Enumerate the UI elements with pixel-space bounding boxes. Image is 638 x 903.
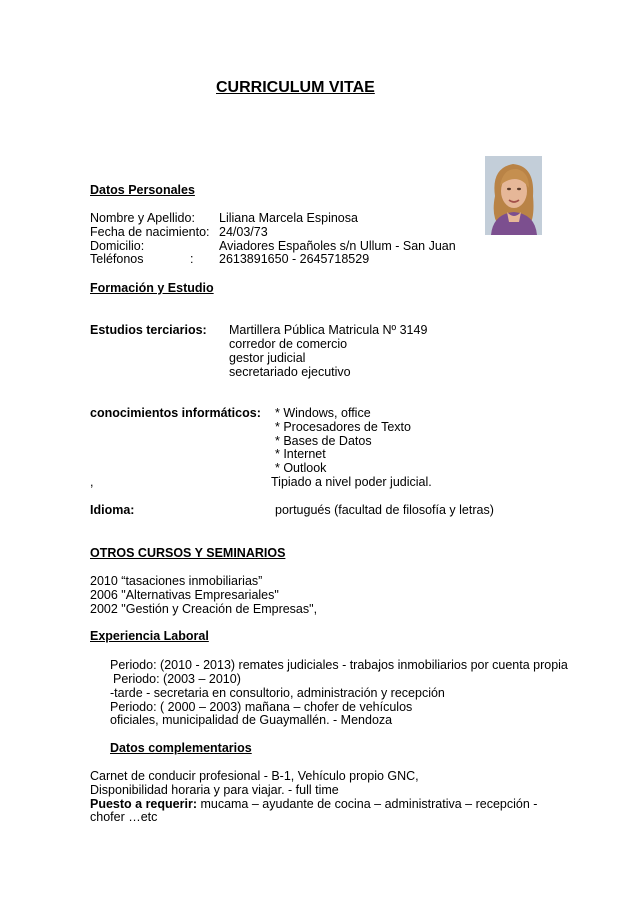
portrait-image xyxy=(485,156,542,235)
estudios-label: Estudios terciarios: xyxy=(90,323,207,337)
field-value-telefonos: 2613891650 - 2645718529 xyxy=(219,252,370,266)
field-label-telefonos: Teléfonos xyxy=(90,252,144,266)
curso-item: 2010 “tasaciones inmobiliarias” xyxy=(90,574,263,588)
section-heading-datos-personales: Datos Personales xyxy=(90,183,195,197)
section-heading-complementarios: Datos complementarios xyxy=(110,741,252,755)
estudio-item: Martillera Pública Matricula Nº 3149 xyxy=(229,323,428,337)
puesto-label: Puesto a requerir: xyxy=(90,797,197,811)
informatica-item: * Windows, office xyxy=(275,406,371,420)
section-heading-cursos: OTROS CURSOS Y SEMINARIOS xyxy=(90,546,286,560)
field-value-fecha: 24/03/73 xyxy=(219,225,268,239)
informatica-item: * Procesadores de Texto xyxy=(275,420,411,434)
complementario-line: Disponibilidad horaria y para viajar. - full time xyxy=(90,783,339,797)
informatica-label: conocimientos informáticos: xyxy=(90,406,261,420)
complementario-line: chofer …etc xyxy=(90,810,158,824)
complementario-line: Carnet de conducir profesional - B-1, Vehículo propio GNC, xyxy=(90,769,419,783)
profile-photo xyxy=(485,156,542,235)
puesto-value: mucama – ayudante de cocina – administrativa – recepción - xyxy=(196,797,538,811)
experiencia-line: Periodo: (2010 - 2013) remates judiciales - trabajos inmobiliarios por cuenta propia xyxy=(110,658,568,672)
experiencia-line: -tarde - secretaria en consultorio, administración y recepción xyxy=(110,686,445,700)
field-label-domicilio: Domicilio: xyxy=(90,239,145,253)
field-label-fecha: Fecha de nacimiento: xyxy=(90,225,210,239)
informatica-item: * Bases de Datos xyxy=(275,434,372,448)
curso-item: 2002 "Gestión y Creación de Empresas", xyxy=(90,602,318,616)
experiencia-line: Periodo: ( 2000 – 2003) mañana – chofer de vehículos xyxy=(110,700,413,714)
field-colon-telefonos: : xyxy=(190,252,194,266)
informatica-item: * Outlook xyxy=(275,461,327,475)
estudio-item: secretariado ejecutivo xyxy=(229,365,351,379)
idioma-value: portugués (facultad de filosofía y letras) xyxy=(275,503,494,517)
puesto-line xyxy=(90,797,537,811)
informatica-item: * Internet xyxy=(275,447,326,461)
section-heading-formacion: Formación y Estudio xyxy=(90,281,214,295)
estudio-item: corredor de comercio xyxy=(229,337,348,351)
field-value-domicilio: Aviadores Españoles s/n Ullum - San Juan xyxy=(219,239,456,253)
idioma-label: Idioma: xyxy=(90,503,135,517)
tipiado-text: Tipiado a nivel poder judicial. xyxy=(271,475,432,489)
field-label-nombre: Nombre y Apellido: xyxy=(90,211,195,225)
field-value-nombre: Liliana Marcela Espinosa xyxy=(219,211,358,225)
estudio-item: gestor judicial xyxy=(229,351,306,365)
curso-item: 2006 "Alternativas Empresariales" xyxy=(90,588,279,602)
page-title: CURRICULUM VITAE xyxy=(216,79,375,96)
stray-comma: , xyxy=(90,475,94,489)
experiencia-line: oficiales, municipalidad de Guaymallén. - Mendoza xyxy=(110,713,393,727)
section-heading-experiencia: Experiencia Laboral xyxy=(90,629,209,643)
experiencia-line: Periodo: (2003 – 2010) xyxy=(113,672,241,686)
